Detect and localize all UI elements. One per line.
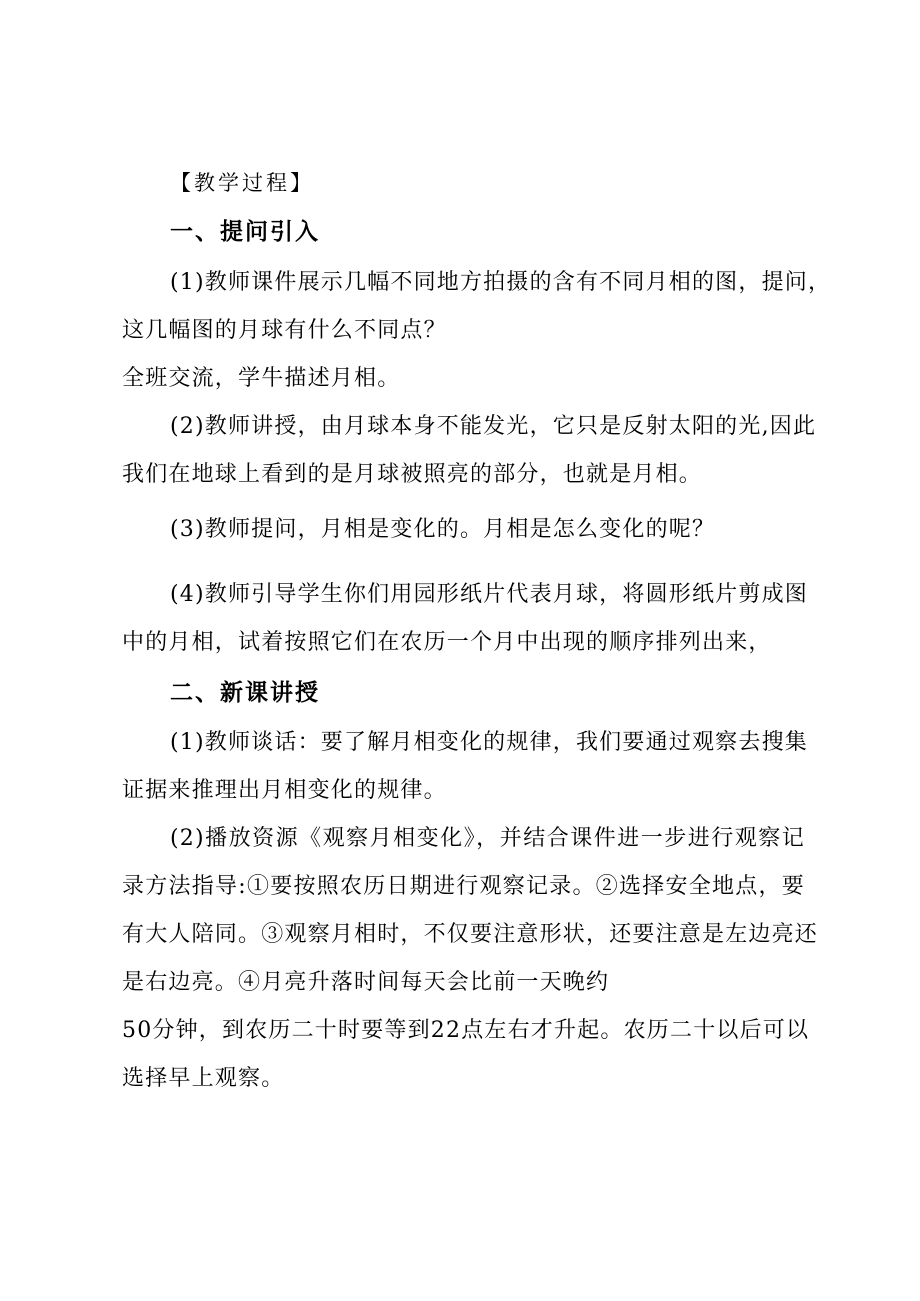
part1-paragraph3-line1: (3)教师提问，月相是变化的。月相是怎么变化的呢？ xyxy=(170,517,716,542)
part2-paragraph2-line1: (2)播放资源《观察月相变化》，并结合课件进一步进行观察记 xyxy=(170,826,805,851)
part2-paragraph2-line2: 录方法指导:①要按照农历日期进行观察记录。②选择安全地点，要 xyxy=(122,874,805,899)
part2-paragraph2-line6: 选择早上观察。 xyxy=(122,1066,285,1091)
part2-paragraph1-line1: (1)教师谈话：要了解月相变化的规律，我们要通过观察去搜集 xyxy=(170,730,808,755)
part1-paragraph2-line2: 我们在地球上看到的是月球被照亮的部分，也就是月相。 xyxy=(122,462,703,487)
part1-heading: 一、提问引入 xyxy=(170,219,320,245)
part2-paragraph1-line2: 证据来推理出月相变化的规律。 xyxy=(122,778,447,803)
part1-paragraph1-line3: 全班交流，学牛描述月相。 xyxy=(122,366,401,391)
part1-paragraph4-line2: 中的月相，试着按照它们在农历一个月中出现的顺序排列出来， xyxy=(122,630,772,655)
part2-paragraph2-line3: 有大人陪同。③观察月相时，不仅要注意形状，还要注意是左边亮还 xyxy=(122,922,819,947)
part2-heading: 二、新课讲授 xyxy=(170,680,320,706)
part1-paragraph2-line1: (2)教师讲授，由月球本身不能发光，它只是反射太阳的光,因此 xyxy=(170,414,817,439)
part2-paragraph2-line4: 是右边亮。④月亮升落时间每天会比前一天晚约 xyxy=(122,970,610,995)
section-title: 【教学过程】 xyxy=(170,171,314,195)
part1-paragraph1-line1: (1)教师课件展示几幅不同地方拍摄的含有不同月相的图，提问， xyxy=(170,270,832,295)
part1-paragraph1-line2: 这几幅图的月球有什么不同点？ xyxy=(122,318,447,343)
part1-paragraph4-line1: (4)教师引导学生你们用园形纸片代表月球，将圆形纸片剪成图 xyxy=(170,582,808,607)
part2-paragraph2-line5: 50分钟，到农历二十时要等到22点左右才升起。农历二十以后可以 xyxy=(122,1018,810,1043)
